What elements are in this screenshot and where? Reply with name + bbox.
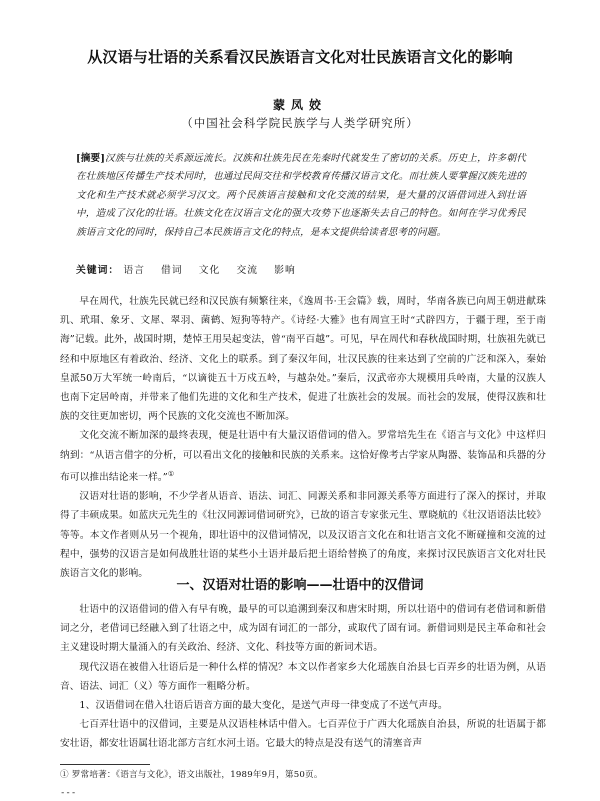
body-paragraph: 汉语对壮语的影响，不少学者从语音、语法、词汇、同源关系和非同源关系等方面进行了深入的探讨，并取得了丰硕成果。如蓝庆元先生的《壮汉同源词借词研究》，已故的语言专家张元生、覃晓航的《壮汉语语法比较》等等。本文作者则从另一个视角，即壮语中的汉借词情况，以及汉语言文化在和壮语言文化不断碰撞和交流的过程中，强势的汉语言是如何战胜壮语的某些小土语并最后把土语给替换了的角度，来探讨汉民族语言文化对壮民族语言文化的影响。	[60, 491, 546, 580]
abstract	[76, 150, 526, 242]
keyword: 交流	[236, 265, 259, 276]
body-paragraph: 七百弄壮语中的汉借词，主要是从汉语桂林话中借入。七百弄位于广西大化瑶族自治县，所说的壮语属于都安壮语，都安壮语属壮语北部方言红水河土语。它最大的特点是没有送气的清塞音声	[60, 719, 546, 750]
body-paragraph: 壮语中的汉语借词的借入有早有晚，最早的可以追溯到秦汉和唐宋时期，所以壮语中的借词有老借词和新借词之分，老借词已经融入到了壮语之中，成为固有词汇的一部分，或取代了固有词。新借词则是民主革命和社会主义建设时期大量涌入的有关政治、经济、文化、科技等方面的新词术语。	[60, 604, 546, 654]
abstract-text: 汉族与壮族的关系源远流长。汉族和壮族先民在先秦时代就发生了密切的关系。历史上，许多朝代在壮族地区传播生产技术同时，也通过民间交往和学校教育传播汉语言文化。而壮族人要掌握汉族先进的文化和生产技术就必须学习汉文。两个民族语言接触和文化交流的结果，是大量的汉语借词进入到壮语中，造成了汉化的壮语。壮族文化在汉语言文化的强大攻势下也逐渐失去自己的特色。如何在学习优秀民族语言文化的同时，保持自己本民族语言文化的特点，是本文提供给读者思考的问题。	[76, 153, 526, 238]
intro-body	[60, 292, 546, 583]
page-mark: ---	[60, 788, 77, 798]
keywords-label: 关键词：	[76, 265, 120, 276]
section-body	[60, 600, 546, 754]
author-name: 蒙凤姣	[272, 98, 327, 112]
footnote-divider	[60, 764, 150, 765]
body-paragraph: 早在周代，壮族先民就已经和汉民族有频繁往来，《逸周书·王会篇》载，周时，华南各族已向周王朝进献珠玑、玳瑁、象牙、文犀、翠羽、菌鹤、短狗等特产。《诗经·大雅》也有周宣王时“式辟四方，于疆于理，至于南海”记载。此外，战国时期，楚悼王用吴起变法，曾“南平百越”。可见，早在周代和春秋战国时期，壮族祖先就已经和中原地区有着政治、经济、文化上的联系。到了秦汉年间，壮汉民族的往来达到了空前的广泛和深入，秦始皇派50万大军统一岭南后，“以谪徙五十万戍五岭，与越杂处。”秦后，汉武帝亦大规模用兵岭南，大量的汉族人也南下定居岭南，并带来了他们先进的文化和生产技术，促进了壮族社会的发展。而社会的发展，使得汉族和壮族的交往更加密切，两个民族的文化交流也不断加深。	[60, 296, 546, 423]
footnote-marker: ①	[167, 469, 175, 478]
body-paragraph: 现代汉语在被借入壮语后是一种什么样的情况？本文以作者家乡大化瑶族自治县七百弄乡的壮语为例，从语音、语法、词汇（义）等方面作一粗略分析。	[60, 661, 546, 692]
author-affiliation: （中国社会科学院民族学与人类学研究所）	[181, 116, 419, 130]
body-paragraph	[60, 426, 546, 487]
section-heading: 一、汉语对壮语的影响——壮语中的汉借词	[176, 578, 424, 593]
footnote: ① 罗常培著：《语言与文化》，语文出版社，1989年9月，第50页。	[60, 770, 323, 780]
body-paragraph-text: 文化交流不断加深的最终表现，便是壮语中有大量汉语借词的借入。罗常培先生在《语言与文化》中这样归纳到：“从语言借字的分析，可以看出文化的接触和民族的关系来。这恰好像考古学家从陶器、装饰品和兵器的分布可以推出结论来一样。”	[60, 430, 546, 484]
abstract-tag: [摘要]	[76, 153, 106, 164]
keyword: 借词	[161, 265, 183, 276]
paper-title: 从汉语与壮语的关系看汉民族语言文化对壮民族语言文化的影响	[87, 48, 513, 66]
body-paragraph: 1、汉语借词在借入壮语后语音方面的最大变化，是送气声母一律变成了不送气声母。	[79, 700, 448, 712]
keyword: 影响	[274, 265, 296, 276]
keyword: 文化	[198, 265, 221, 276]
keyword: 语言	[123, 265, 145, 276]
keywords	[76, 262, 526, 276]
